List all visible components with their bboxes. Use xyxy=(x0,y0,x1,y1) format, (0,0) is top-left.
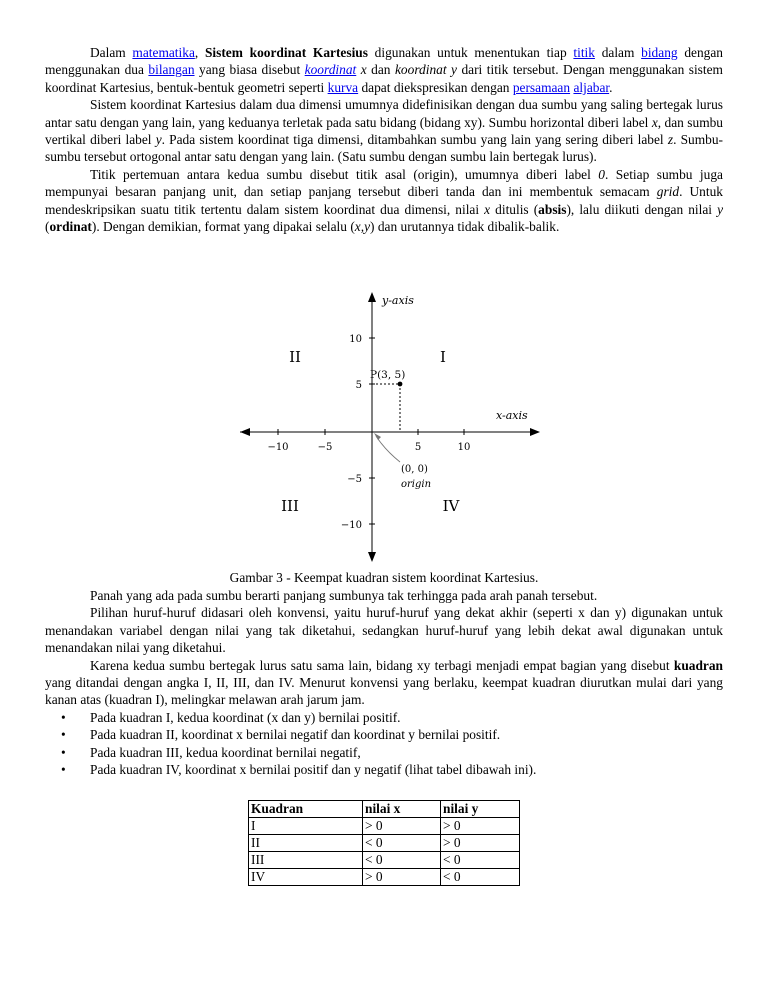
table-row xyxy=(249,852,520,869)
table-cell: III xyxy=(249,852,363,869)
quadrant-label-II: II xyxy=(289,348,301,366)
text: yang ditandai dengan angka I, II, III, dan IV. Menurut konvensi yang berlaku, keempat kuadran diurutkan mulai dari yang kanan atas (kuadran I), melingkar melawan arah jarum jam. xyxy=(45,675,723,708)
paragraph-3 xyxy=(45,166,723,236)
table-cell: IV xyxy=(249,869,363,886)
x-axis-arrow-left xyxy=(240,428,250,436)
list-item-text: Pada kuadran IV, koordinat x bernilai positif dan y negatif (lihat tabel dibawah ini). xyxy=(90,762,537,778)
table-row xyxy=(249,869,520,886)
paragraph-5: Pilihan huruf-huruf didasari oleh konvensi, yaitu huruf-huruf yang dekat akhir (seperti x dan y) digunakan untuk menandakan variabel dengan nilai yang tak diketahui, sedangkan huruf-huruf yang lebih dekat awal digunakan untuk menandakan nilai yang diketahui. xyxy=(45,605,723,656)
x-tick-label: 5 xyxy=(414,442,422,453)
term-bold: ordinat xyxy=(49,219,92,235)
origin-pointer-arrow xyxy=(376,436,400,462)
list-item-text: Pada kuadran III, kedua koordinat bernilai negatif, xyxy=(90,744,361,760)
list-item xyxy=(45,709,723,726)
italic-var: z xyxy=(667,132,674,148)
text: dengan menggunakan dua xyxy=(45,45,723,78)
table-cell: > 0 xyxy=(441,835,520,852)
term-bold: kuadran xyxy=(673,657,723,673)
table-cell: > 0 xyxy=(363,818,441,835)
link-aljabar[interactable]: aljabar xyxy=(573,79,610,95)
table-row xyxy=(249,835,520,852)
text: . Untuk mendeskripsikan suatu titik tertentu dalam sistem koordinat dua dimensi, nilai xyxy=(45,184,723,217)
table-header-cell: Kuadran xyxy=(249,801,363,818)
table-row xyxy=(249,818,520,835)
cartesian-figure xyxy=(240,292,540,562)
x-tick-label: −5 xyxy=(317,442,333,453)
italic-var: x xyxy=(484,201,491,217)
origin-coord: (0, 0) xyxy=(401,464,428,475)
italic-var: x xyxy=(360,62,367,78)
list-item xyxy=(45,744,723,761)
bullet-icon: • xyxy=(61,762,66,778)
link-persamaan[interactable]: persamaan xyxy=(512,79,571,95)
text: Titik pertemuan antara kedua sumbu disebut titik asal (origin), umumnya diberi label xyxy=(90,166,599,182)
y-tick-label: 10 xyxy=(349,334,362,345)
italic-term: grid xyxy=(656,184,680,200)
document-body-continued xyxy=(45,587,723,778)
document-body xyxy=(45,44,723,235)
text: . Sumbu-sumbu tersebut ortogonal antar satu dengan yang lain. (Satu sumbu dengan sumbu lain bertegak lurus). xyxy=(45,132,723,165)
table-header-cell: nilai x xyxy=(363,801,441,818)
figure-caption: Gambar 3 - Keempat kuadran sistem koordinat Kartesius. xyxy=(229,570,539,585)
italic-var: x xyxy=(651,114,658,130)
paragraph-4: Panah yang ada pada sumbu berarti panjang sumbunya tak terhingga pada arah panah tersebut. xyxy=(90,588,598,603)
paragraph-6 xyxy=(45,657,723,709)
text: ( xyxy=(45,219,50,235)
text: Sistem koordinat Kartesius dalam dua dimensi umumnya didefinisikan dengan dua sumbu yang saling bertegak lurus antar satu dengan yang lain, yang keduanya terletak pada satu bidang (bidang xy). Sumbu horizontal diberi label xyxy=(45,97,723,130)
bullet-icon: • xyxy=(61,727,66,743)
bullet-icon: • xyxy=(61,709,66,725)
text: ditulis ( xyxy=(490,201,539,217)
quadrant-label-IV: IV xyxy=(442,497,460,515)
text: dalam xyxy=(594,45,642,60)
table-header-row xyxy=(249,801,520,818)
link-bidang[interactable]: bidang xyxy=(641,45,678,60)
text: Karena kedua sumbu bertegak lurus satu sama lain, bidang xy terbagi menjadi empat bagian yang disebut xyxy=(90,657,674,673)
y-axis-arrow-up xyxy=(368,292,376,302)
link-koordinat[interactable]: koordinat xyxy=(304,62,357,78)
list-item xyxy=(45,761,723,778)
list-item xyxy=(45,726,723,743)
text: ). Dengan demikian, format yang dipakai selalu ( xyxy=(91,219,355,235)
term-bold: absis xyxy=(538,201,567,217)
text: ), lalu diikuti dengan nilai xyxy=(566,201,718,217)
x-tick-label: −10 xyxy=(267,442,289,453)
table-cell: < 0 xyxy=(363,852,441,869)
table-cell: II xyxy=(249,835,363,852)
text: digunakan untuk menentukan tiap xyxy=(367,45,574,60)
italic-var: y xyxy=(717,201,724,217)
text: Dalam xyxy=(90,45,133,60)
x-axis-arrow-right xyxy=(530,428,540,436)
table-header-cell: nilai y xyxy=(441,801,520,818)
term-bold: Sistem koordinat Kartesius xyxy=(204,45,368,60)
point-P xyxy=(398,382,403,387)
table-cell: I xyxy=(249,818,363,835)
italic-var: y xyxy=(155,132,162,148)
y-tick-label: −5 xyxy=(347,474,362,485)
text: dapat diekspresikan dengan xyxy=(358,79,513,95)
link-bilangan[interactable]: bilangan xyxy=(148,62,195,78)
table-cell: < 0 xyxy=(441,869,520,886)
origin-pointer-head xyxy=(374,433,381,440)
quadrant-table xyxy=(248,800,520,886)
paragraph-2 xyxy=(45,96,723,166)
quadrant-label-III: III xyxy=(281,497,299,515)
italic-var: 0 xyxy=(598,166,605,182)
text: . Setiap sumbu juga mempunyai besaran panjang unit, dan setiap panjang tersebut diberi tanda dan ini membentuk semacam xyxy=(45,166,723,200)
list-item-text: Pada kuadran I, kedua koordinat (x dan y) bernilai positif. xyxy=(90,709,401,725)
quadrant-label-I: I xyxy=(440,348,446,366)
italic-var: x,y xyxy=(354,219,371,235)
table-cell: > 0 xyxy=(441,818,520,835)
text: dari titik tersebut. Dengan menggunakan sistem koordinat Kartesius, bentuk-bentuk geometri seperti xyxy=(45,62,723,95)
x-tick-label: 10 xyxy=(457,442,471,453)
text: , dan sumbu vertikal diberi label xyxy=(45,114,723,148)
y-tick-label: −10 xyxy=(340,520,362,531)
list-item-text: Pada kuadran II, koordinat x bernilai negatif dan koordinat y bernilai positif. xyxy=(90,727,501,743)
text: yang biasa disebut xyxy=(194,62,305,78)
paragraph-1 xyxy=(45,44,723,96)
origin-label: origin xyxy=(401,479,432,490)
x-axis-label: x-axis xyxy=(496,409,528,422)
bullet-icon: • xyxy=(61,744,66,760)
link-kurva[interactable]: kurva xyxy=(327,79,359,95)
y-axis-arrow-down xyxy=(368,552,376,562)
link-matematika[interactable]: matematika xyxy=(132,45,195,60)
italic-term: koordinat y xyxy=(394,62,457,78)
table-cell: < 0 xyxy=(441,852,520,869)
text: ) dan urutannya tidak dibalik-balik. xyxy=(370,219,560,235)
link-titik[interactable]: titik xyxy=(573,45,595,60)
y-tick-label: 5 xyxy=(355,380,362,391)
table-cell: < 0 xyxy=(363,835,441,852)
text: , xyxy=(194,45,205,60)
y-axis-label: y-axis xyxy=(382,294,414,307)
text: . xyxy=(609,79,613,95)
table-cell: > 0 xyxy=(363,869,441,886)
text: . Pada sistem koordinat tiga dimensi, ditambahkan sumbu yang lain yang sering diberi label xyxy=(161,132,668,148)
point-label: P(3, 5) xyxy=(370,369,406,381)
text: dan xyxy=(366,62,395,78)
quadrant-bullet-list xyxy=(45,709,723,779)
